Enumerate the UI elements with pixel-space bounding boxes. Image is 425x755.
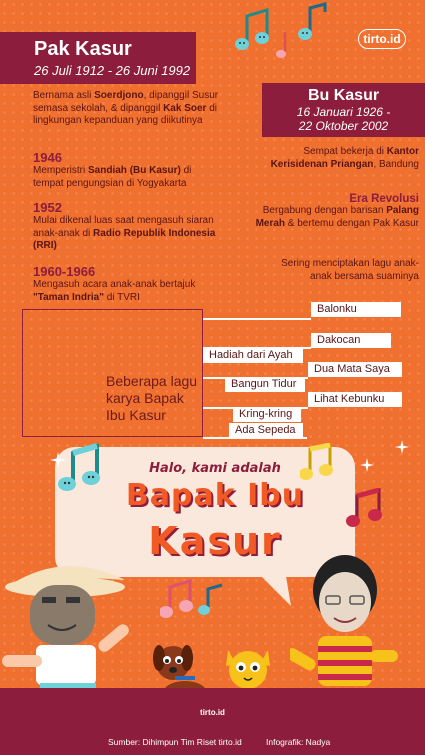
footer-source: Sumber: Dihimpun Tim Riset tirto.id <box>108 737 242 747</box>
pak-kasur-bio-text: Bernama asli Soerdjono, dipanggil Susur semasa sekolah, & dipanggil Kak Soer di lingkungan kepanduan yang diikutinya <box>33 90 219 126</box>
music-notes-top-icon <box>225 2 345 64</box>
footer-logo: tirto.id <box>200 708 225 717</box>
song-item: Hadiah dari Ayah <box>203 348 303 363</box>
sparkle-icon <box>360 458 374 472</box>
event-year: 1952 <box>33 200 62 215</box>
event-text: Memperistri Sandiah (Bu Kasur) di tempat pengungsian di Yogyakarta <box>33 165 192 189</box>
music-note-yellow-icon <box>300 443 336 483</box>
era-heading: Era Revolusi <box>349 193 419 205</box>
bu-kasur-name: Bu Kasur <box>307 87 380 104</box>
song-item: Kring-kring <box>233 407 301 422</box>
event-1960-1966 <box>33 264 221 304</box>
bu-kasur-banner <box>262 83 425 137</box>
song-item: Dakocan <box>311 333 391 348</box>
footer-infographic-credit: Infografik: Nadya <box>266 737 331 747</box>
songs-title: Beberapa lagu karya Bapak Ibu Kasur <box>106 373 198 423</box>
song-item: Dua Mata Saya <box>308 362 402 377</box>
pak-kasur-banner <box>0 32 196 84</box>
pak-kasur-bio <box>33 90 221 128</box>
greeting-text: Halo, kami adalah <box>149 461 281 476</box>
title-kasur: Kasur <box>148 519 282 563</box>
tirto-logo: tirto.id <box>358 29 406 49</box>
pak-kasur-dates: 26 Juli 1912 - 26 Juni 1992 <box>34 63 191 78</box>
event-year: 1946 <box>33 150 62 165</box>
event-text: Mulai dikenal luas saat mengasuh siaran anak-anak di Radio Republik Indonesia (RRI) <box>33 215 216 251</box>
bu-kasur-songs-note <box>269 258 419 283</box>
event-text: Mengasuh acara anak-anak bertajuk "Taman Indria" di TVRI <box>33 279 196 303</box>
bu-kasur-dates-1: 16 Januari 1926 - <box>296 105 391 119</box>
music-note-pink-icon <box>160 575 230 623</box>
song-item: Lihat Kebunku <box>308 392 402 407</box>
bu-kasur-work-text: Sempat bekerja di Kantor Kerisidenan Priangan, Bandung <box>270 146 419 170</box>
bu-kasur-illustration <box>290 550 400 700</box>
era-text: Bergabung dengan barisan Palang Merah & bertemu dengan Pak Kasur <box>255 205 419 229</box>
pak-kasur-illustration <box>0 545 150 695</box>
bubble-tail-icon <box>255 570 295 610</box>
bu-kasur-dates-2: 22 Oktober 2002 <box>298 119 389 133</box>
music-note-red-icon <box>345 488 385 530</box>
song-connector <box>203 437 307 439</box>
pak-kasur-name: Pak Kasur <box>34 38 132 60</box>
music-note-left-icon <box>55 438 115 498</box>
song-item: Ada Sepeda <box>229 423 303 438</box>
bu-kasur-era <box>249 193 419 230</box>
song-connector <box>203 318 311 320</box>
title-bapak-ibu: Bapak Ibu <box>125 478 305 513</box>
event-1952 <box>33 200 221 253</box>
song-item: Bangun Tidur <box>225 377 305 392</box>
song-item: Balonku <box>311 302 401 317</box>
event-year: 1960-1966 <box>33 264 96 279</box>
sparkle-icon <box>50 452 66 468</box>
event-1946 <box>33 150 221 190</box>
songs-note-text: Sering menciptakan lagu anak-anak bersama suaminya <box>281 258 419 282</box>
bu-kasur-work <box>249 146 419 171</box>
sparkle-icon <box>395 440 409 454</box>
